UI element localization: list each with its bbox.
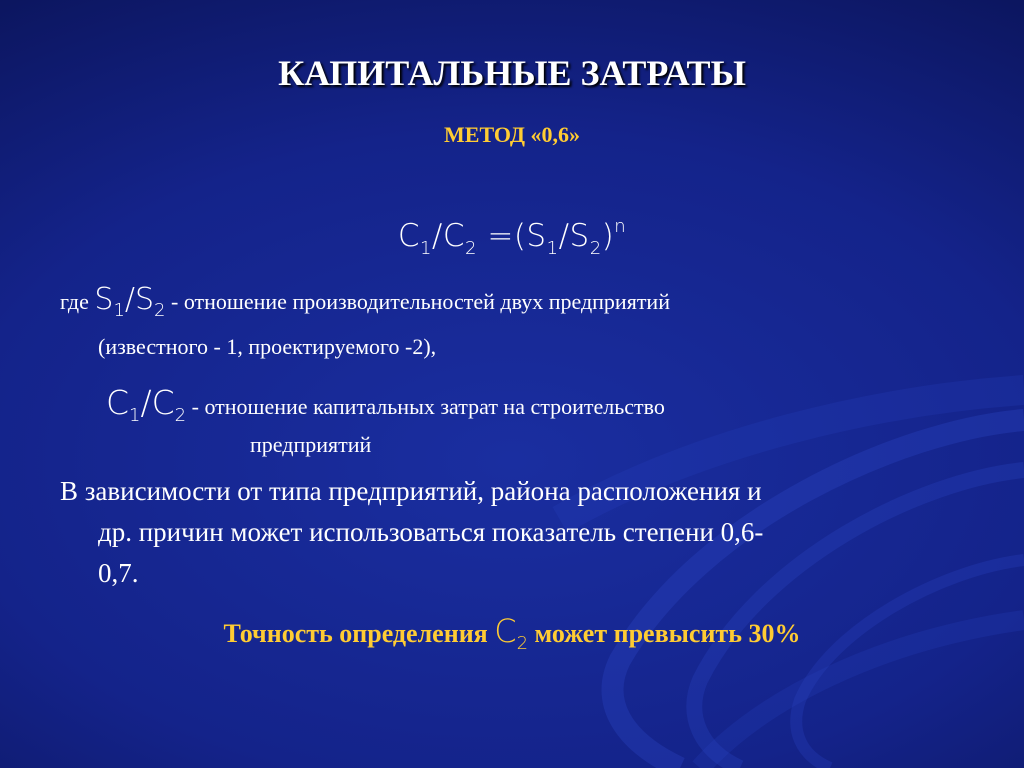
formula-s2: S: [569, 218, 590, 254]
s-definition-line1: [60, 282, 670, 321]
accuracy-after: может превысить 30%: [528, 619, 801, 648]
accuracy-before: Точность определения: [223, 619, 495, 648]
formula-slash2: /: [558, 218, 570, 254]
s-definition-line2: (известного - 1, проектируемого -2),: [98, 334, 437, 359]
formula-c1: C: [397, 218, 420, 254]
formula-c1-sub: 1: [419, 238, 432, 259]
formula-exponent: n: [614, 216, 627, 237]
formula-c2: C: [442, 218, 466, 254]
paragraph-line1: В зависимости от типа предприятий, района расположения и: [60, 476, 762, 506]
formula-close-paren: ): [601, 218, 615, 254]
accuracy-symbol: $C_2$: [494, 612, 529, 654]
formula-s1: S: [526, 218, 547, 254]
formula-c2-sub: 2: [465, 238, 477, 259]
formula-slash1: /: [431, 218, 443, 254]
s-definition-prefix: где: [60, 289, 95, 314]
main-formula: [0, 216, 1024, 259]
s-definition-text: - отношение производительностей двух предприятий: [165, 289, 670, 314]
c-ratio-symbol: $C_1/C_2$: [106, 383, 187, 426]
paragraph-line3: 0,7.: [98, 558, 139, 588]
c-definition-text: - отношение капитальных затрат на строительство: [186, 394, 665, 419]
formula-equals: =(: [476, 218, 527, 254]
accuracy-note: [0, 612, 1024, 654]
formula-s1-sub: 1: [546, 238, 559, 259]
c-definition-line1: [106, 383, 665, 426]
slide-title: КАПИТАЛЬНЫЕ ЗАТРАТЫ: [278, 53, 746, 93]
s-ratio-symbol: $S_1/S_2$: [94, 282, 166, 321]
formula-s2-sub: 2: [589, 238, 602, 259]
c-definition-line2: предприятий: [250, 432, 372, 457]
slide-subtitle: МЕТОД «0,6»: [444, 122, 580, 147]
paragraph-line2: др. причин может использоваться показатель степени 0,6-: [98, 517, 764, 547]
